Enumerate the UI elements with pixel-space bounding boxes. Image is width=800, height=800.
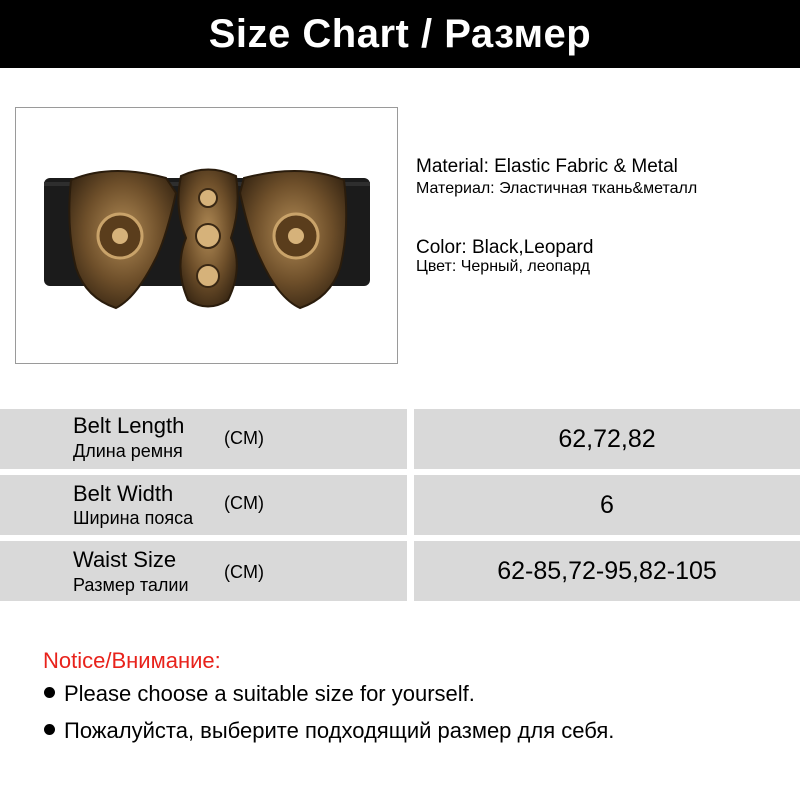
row-label-cell bbox=[0, 541, 407, 601]
table-row bbox=[0, 475, 800, 535]
color-ru: Цвет: Черный, леопард bbox=[416, 258, 590, 275]
table-row bbox=[0, 409, 800, 469]
notice-item-text: Пожалуйста, выберите подходящий размер для себя. bbox=[64, 718, 615, 743]
product-image-frame bbox=[15, 107, 398, 364]
row-label-cell bbox=[0, 475, 407, 535]
belt-product-photo bbox=[16, 108, 397, 363]
row-unit: (CM) bbox=[224, 428, 264, 448]
bullet-icon bbox=[44, 724, 55, 735]
row-label-ru: Длина ремня bbox=[73, 441, 183, 461]
row-label-en: Waist Size bbox=[73, 547, 177, 572]
material-ru: Материал: Эластичная ткань&металл bbox=[416, 180, 698, 197]
notice-title: Notice/Внимание: bbox=[43, 648, 221, 673]
notice-item-text: Please choose a suitable size for yourself. bbox=[64, 681, 475, 706]
color-info bbox=[416, 237, 593, 275]
material-en: Material: Elastic Fabric & Metal bbox=[416, 156, 678, 177]
row-value: 6 bbox=[414, 475, 800, 535]
notice-item bbox=[44, 681, 475, 707]
page-title: Size Chart / Размер bbox=[208, 11, 592, 56]
row-value: 62,72,82 bbox=[414, 409, 800, 469]
table-row bbox=[0, 541, 800, 601]
row-label-ru: Размер талии bbox=[73, 575, 189, 595]
row-unit: (CM) bbox=[224, 562, 264, 582]
row-label-en: Belt Length bbox=[73, 413, 185, 438]
row-label-ru: Ширина пояса bbox=[73, 508, 194, 528]
row-label-en: Belt Width bbox=[73, 481, 174, 506]
page-header bbox=[0, 0, 800, 68]
row-label-cell bbox=[0, 409, 407, 469]
row-value: 62-85,72-95,82-105 bbox=[414, 541, 800, 601]
notice-item bbox=[44, 718, 614, 744]
material-info bbox=[416, 156, 697, 200]
color-en: Color: Black,Leopard bbox=[416, 237, 594, 258]
bullet-icon bbox=[44, 687, 55, 698]
row-unit: (CM) bbox=[224, 493, 264, 513]
